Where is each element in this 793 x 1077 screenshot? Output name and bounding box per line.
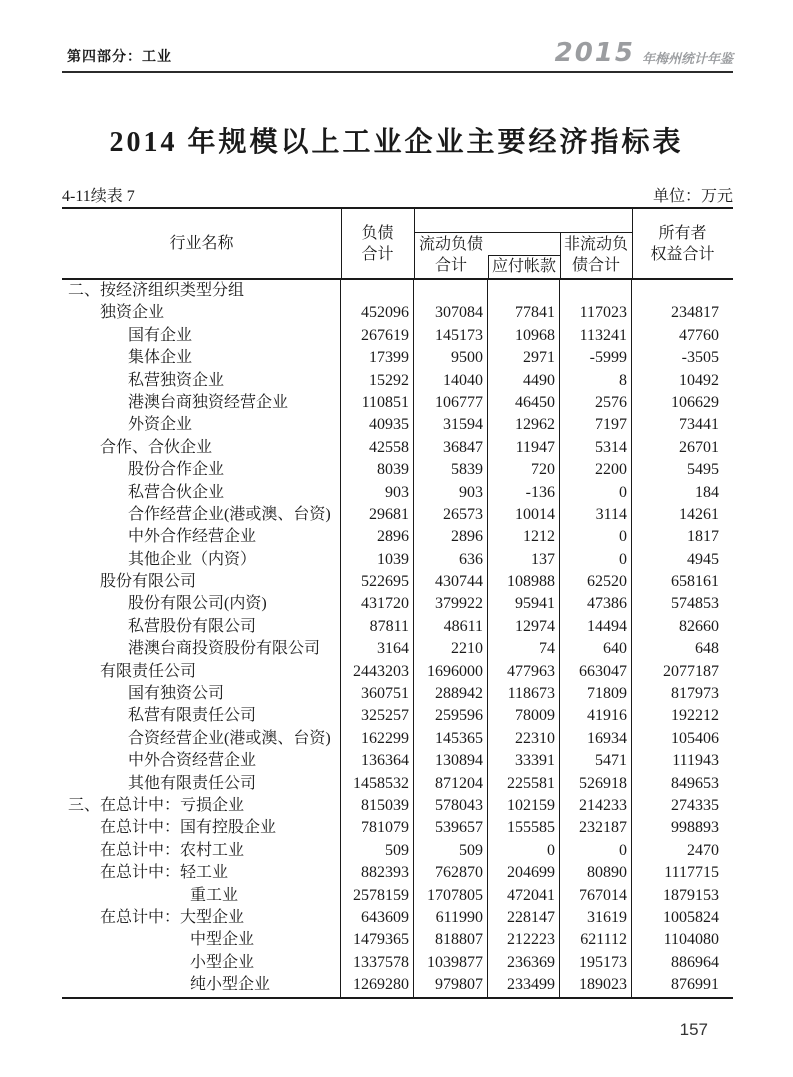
cell-value: 849653 — [671, 774, 719, 792]
table-row — [62, 370, 733, 392]
table-row — [62, 280, 733, 302]
table-row — [62, 392, 733, 414]
table-row — [62, 773, 733, 795]
table-row — [62, 593, 733, 615]
row-label: 中外合作经营企业 — [62, 526, 341, 548]
cell-value: 2200 — [560, 459, 632, 481]
row-label: 私营有限责任公司 — [62, 705, 341, 727]
cell-value: 526918 — [560, 773, 632, 795]
cell-value: 7197 — [560, 414, 632, 436]
column-header-noncurrent-liabilities: 非流动负 债合计 — [563, 236, 628, 274]
cell-value: 82660 — [679, 617, 719, 635]
cell-value: 212223 — [488, 929, 560, 951]
cell-value: 232187 — [560, 817, 632, 839]
cell-value: 74 — [488, 638, 560, 660]
cell-value: 102159 — [488, 795, 560, 817]
cell-value: 62520 — [560, 571, 632, 593]
cell-value: 41916 — [560, 705, 632, 727]
cell-value: 2210 — [414, 638, 488, 660]
table-row — [62, 952, 733, 974]
row-label: 港澳台商独资经营企业 — [62, 392, 341, 414]
cell-value: 636 — [414, 549, 488, 571]
continuation-label: 4-11续表 7 — [62, 188, 135, 205]
cell-value: 509 — [414, 840, 488, 862]
row-label: 独资企业 — [62, 302, 341, 324]
cell-value: 1039877 — [414, 952, 488, 974]
cell-value: 136364 — [341, 750, 414, 772]
cell-value: 325257 — [341, 705, 414, 727]
cell-value: 5471 — [560, 750, 632, 772]
cell-value: 578043 — [414, 795, 488, 817]
cell-value: 640 — [560, 638, 632, 660]
cell-value: 71809 — [560, 683, 632, 705]
cell-value — [341, 280, 414, 302]
cell-value: 106629 — [671, 393, 719, 411]
cell-value: 979807 — [414, 974, 488, 996]
yearbook-year-text: 2015 — [554, 38, 635, 68]
row-label: 股份有限公司 — [62, 571, 341, 593]
cell-value: 452096 — [341, 302, 414, 324]
cell-value: 236369 — [488, 952, 560, 974]
cell-value: 2578159 — [341, 885, 414, 907]
cell-value: 8 — [560, 370, 632, 392]
cell-value: 195173 — [560, 952, 632, 974]
cell-value: 2077187 — [663, 662, 719, 680]
cell-value: 720 — [488, 459, 560, 481]
yearbook-name-text: 年梅州统计年鉴 — [641, 51, 733, 66]
cell-value: 1117715 — [664, 864, 719, 882]
table-row — [62, 661, 733, 683]
cell-value: 10968 — [488, 325, 560, 347]
table-row — [62, 907, 733, 929]
yearbook-brand — [555, 38, 733, 68]
cell-value: 1005824 — [663, 908, 719, 926]
table-row — [62, 302, 733, 324]
cell-value: 360751 — [341, 683, 414, 705]
cell-value: 214233 — [560, 795, 632, 817]
row-label: 有限责任公司 — [62, 661, 341, 683]
row-label: 合资经营企业(港或澳、台资) — [62, 728, 341, 750]
cell-value: 4945 — [687, 550, 719, 568]
cell-value: 307084 — [414, 302, 488, 324]
cell-value: 137 — [488, 549, 560, 571]
cell-value: 47760 — [679, 326, 719, 344]
table-meta-row — [62, 183, 733, 205]
cell-value: 184 — [695, 483, 719, 501]
cell-value: 14040 — [414, 370, 488, 392]
row-label: 其他有限责任公司 — [62, 773, 341, 795]
cell-value: 1817 — [687, 528, 719, 546]
table-row — [62, 638, 733, 660]
cell-value: 472041 — [488, 885, 560, 907]
cell-value: 288942 — [414, 683, 488, 705]
cell-value: -3505 — [681, 349, 719, 367]
cell-value: 118673 — [488, 683, 560, 705]
cell-value: 189023 — [560, 974, 632, 996]
cell-value: 9500 — [414, 347, 488, 369]
column-header-current-liabilities: 流动负债 合计 — [418, 236, 483, 274]
cell-value: 998893 — [671, 819, 719, 837]
row-label: 重工业 — [62, 885, 341, 907]
cell-value: 31619 — [560, 907, 632, 929]
cell-value: 1104080 — [663, 931, 719, 949]
cell-value: 233499 — [488, 974, 560, 996]
cell-value: 5495 — [687, 461, 719, 479]
cell-value: 871204 — [414, 773, 488, 795]
cell-value: 17399 — [341, 347, 414, 369]
cell-value: 0 — [488, 840, 560, 862]
cell-value: 2971 — [488, 347, 560, 369]
cell-value: 2896 — [341, 526, 414, 548]
cell-value — [414, 280, 488, 302]
cell-value: 0 — [560, 526, 632, 548]
table-row — [62, 437, 733, 459]
section-label: 第四部分：工业 — [67, 48, 172, 64]
row-label: 股份合作企业 — [62, 459, 341, 481]
cell-value: 130894 — [414, 750, 488, 772]
cell-value: 5314 — [560, 437, 632, 459]
table-row — [62, 728, 733, 750]
cell-value: 108988 — [488, 571, 560, 593]
cell-value: 192212 — [671, 707, 719, 725]
cell-value: 26701 — [679, 438, 719, 456]
column-header-industry: 行业名称 — [169, 235, 234, 252]
cell-value: 162299 — [341, 728, 414, 750]
column-header-owners-equity: 所有者 权益合计 — [650, 224, 715, 263]
cell-value: 145365 — [414, 728, 488, 750]
cell-value: 2470 — [687, 841, 719, 859]
column-header-accounts-payable: 应付帐款 — [491, 258, 556, 275]
row-label: 中外合资经营企业 — [62, 750, 341, 772]
table-row — [62, 750, 733, 772]
row-label: 其他企业（内资） — [62, 549, 341, 571]
cell-value: 78009 — [488, 705, 560, 727]
cell-value: 234817 — [671, 304, 719, 322]
cell-value: 259596 — [414, 705, 488, 727]
row-label: 私营合伙企业 — [62, 482, 341, 504]
cell-value: 10492 — [679, 371, 719, 389]
cell-value: 113241 — [560, 325, 632, 347]
table-row — [62, 571, 733, 593]
cell-value: 1879153 — [663, 886, 719, 904]
cell-value: 15292 — [341, 370, 414, 392]
cell-value — [632, 280, 733, 302]
cell-value: 204699 — [488, 862, 560, 884]
cell-value: 1458532 — [341, 773, 414, 795]
cell-value: 110851 — [341, 392, 414, 414]
row-label: 小型企业 — [62, 952, 341, 974]
cell-value: 10014 — [488, 504, 560, 526]
cell-value: 876991 — [671, 976, 719, 994]
table-row — [62, 862, 733, 884]
cell-value: 430744 — [414, 571, 488, 593]
cell-value: 36847 — [414, 437, 488, 459]
table-row — [62, 974, 733, 996]
cell-value: 0 — [560, 482, 632, 504]
cell-value: 818807 — [414, 929, 488, 951]
row-label: 合作、合伙企业 — [62, 437, 341, 459]
table-row — [62, 549, 733, 571]
cell-value: 22310 — [488, 728, 560, 750]
cell-value: 2896 — [414, 526, 488, 548]
cell-value — [488, 280, 560, 302]
row-label: 股份有限公司(内资) — [62, 593, 341, 615]
cell-value: 1212 — [488, 526, 560, 548]
row-label: 在总计中：轻工业 — [62, 862, 341, 884]
cell-value: 1696000 — [414, 661, 488, 683]
row-label: 在总计中：农村工业 — [62, 840, 341, 862]
cell-value: 145173 — [414, 325, 488, 347]
cell-value: 658161 — [671, 573, 719, 591]
cell-value: 87811 — [341, 616, 414, 638]
row-label: 私营股份有限公司 — [62, 616, 341, 638]
table-header — [62, 207, 733, 280]
cell-value: 509 — [341, 840, 414, 862]
cell-value: 1269280 — [341, 974, 414, 996]
row-label: 在总计中：大型企业 — [62, 907, 341, 929]
cell-value: 16934 — [560, 728, 632, 750]
cell-value: 903 — [414, 482, 488, 504]
cell-value: 663047 — [560, 661, 632, 683]
cell-value: 817973 — [671, 685, 719, 703]
cell-value: 4490 — [488, 370, 560, 392]
table-row — [62, 683, 733, 705]
cell-value: 882393 — [341, 862, 414, 884]
column-header-liabilities-total: 负债 合计 — [361, 224, 394, 263]
cell-value: -5999 — [560, 347, 632, 369]
cell-value: 80890 — [560, 862, 632, 884]
cell-value: 40935 — [341, 414, 414, 436]
table-row — [62, 705, 733, 727]
table-row — [62, 929, 733, 951]
table-row — [62, 459, 733, 481]
cell-value: 12962 — [488, 414, 560, 436]
cell-value: 274335 — [671, 796, 719, 814]
page-header — [62, 40, 733, 73]
cell-value: 46450 — [488, 392, 560, 414]
table-row — [62, 885, 733, 907]
cell-value: 29681 — [341, 504, 414, 526]
cell-value: 14494 — [560, 616, 632, 638]
row-label: 港澳台商投资股份有限公司 — [62, 638, 341, 660]
unit-label: 单位：万元 — [652, 188, 733, 205]
cell-value: 621112 — [560, 929, 632, 951]
table-row — [62, 325, 733, 347]
row-label: 在总计中：国有控股企业 — [62, 817, 341, 839]
cell-value: 225581 — [488, 773, 560, 795]
cell-value: 431720 — [341, 593, 414, 615]
table-body — [62, 280, 733, 999]
cell-value: 8039 — [341, 459, 414, 481]
cell-value: 42558 — [341, 437, 414, 459]
cell-value: 11947 — [488, 437, 560, 459]
cell-value: 5839 — [414, 459, 488, 481]
cell-value: 73441 — [679, 416, 719, 434]
cell-value: 155585 — [488, 817, 560, 839]
cell-value: 47386 — [560, 593, 632, 615]
cell-value: 767014 — [560, 885, 632, 907]
cell-value: 477963 — [488, 661, 560, 683]
cell-value: 111943 — [672, 752, 719, 770]
row-label: 私营独资企业 — [62, 370, 341, 392]
cell-value: 77841 — [488, 302, 560, 324]
cell-value: 0 — [560, 840, 632, 862]
cell-value: 539657 — [414, 817, 488, 839]
cell-value: 611990 — [414, 907, 488, 929]
cell-value: 903 — [341, 482, 414, 504]
row-label: 中型企业 — [62, 929, 341, 951]
cell-value: 1337578 — [341, 952, 414, 974]
cell-value: 1479365 — [341, 929, 414, 951]
cell-value: 1039 — [341, 549, 414, 571]
table-row — [62, 616, 733, 638]
cell-value: 643609 — [341, 907, 414, 929]
cell-value: 117023 — [560, 302, 632, 324]
cell-value: 815039 — [341, 795, 414, 817]
cell-value: 3164 — [341, 638, 414, 660]
row-label: 纯小型企业 — [62, 974, 341, 996]
cell-value: 2576 — [560, 392, 632, 414]
page-title: 2014 年规模以上工业企业主要经济指标表 — [109, 127, 684, 158]
table-row — [62, 482, 733, 504]
cell-value: 14261 — [679, 505, 719, 523]
cell-value: 48611 — [414, 616, 488, 638]
table-row — [62, 526, 733, 548]
cell-value: 1707805 — [414, 885, 488, 907]
page-number: 157 — [679, 1020, 708, 1039]
cell-value: 574853 — [671, 595, 719, 613]
cell-value: 105406 — [671, 729, 719, 747]
cell-value: 781079 — [341, 817, 414, 839]
cell-value: 2443203 — [341, 661, 414, 683]
row-label: 三、在总计中：亏损企业 — [62, 795, 341, 817]
table-row — [62, 504, 733, 526]
row-label: 国有企业 — [62, 325, 341, 347]
cell-value: 267619 — [341, 325, 414, 347]
cell-value — [560, 280, 632, 302]
cell-value: 228147 — [488, 907, 560, 929]
row-label: 国有独资公司 — [62, 683, 341, 705]
cell-value: 33391 — [488, 750, 560, 772]
cell-value: -136 — [488, 482, 560, 504]
cell-value: 95941 — [488, 593, 560, 615]
cell-value: 12974 — [488, 616, 560, 638]
cell-value: 3114 — [560, 504, 632, 526]
table-row — [62, 817, 733, 839]
cell-value: 106777 — [414, 392, 488, 414]
cell-value: 522695 — [341, 571, 414, 593]
cell-value: 26573 — [414, 504, 488, 526]
table-row — [62, 414, 733, 436]
cell-value: 648 — [695, 640, 719, 658]
cell-value: 886964 — [671, 953, 719, 971]
row-label: 集体企业 — [62, 347, 341, 369]
row-label: 合作经营企业(港或澳、台资) — [62, 504, 341, 526]
row-label: 二、按经济组织类型分组 — [62, 280, 341, 302]
statistics-table — [62, 207, 733, 999]
table-row — [62, 347, 733, 369]
table-row — [62, 795, 733, 817]
cell-value: 379922 — [414, 593, 488, 615]
cell-value: 31594 — [414, 414, 488, 436]
table-row — [62, 840, 733, 862]
row-label: 外资企业 — [62, 414, 341, 436]
cell-value: 762870 — [414, 862, 488, 884]
cell-value: 0 — [560, 549, 632, 571]
